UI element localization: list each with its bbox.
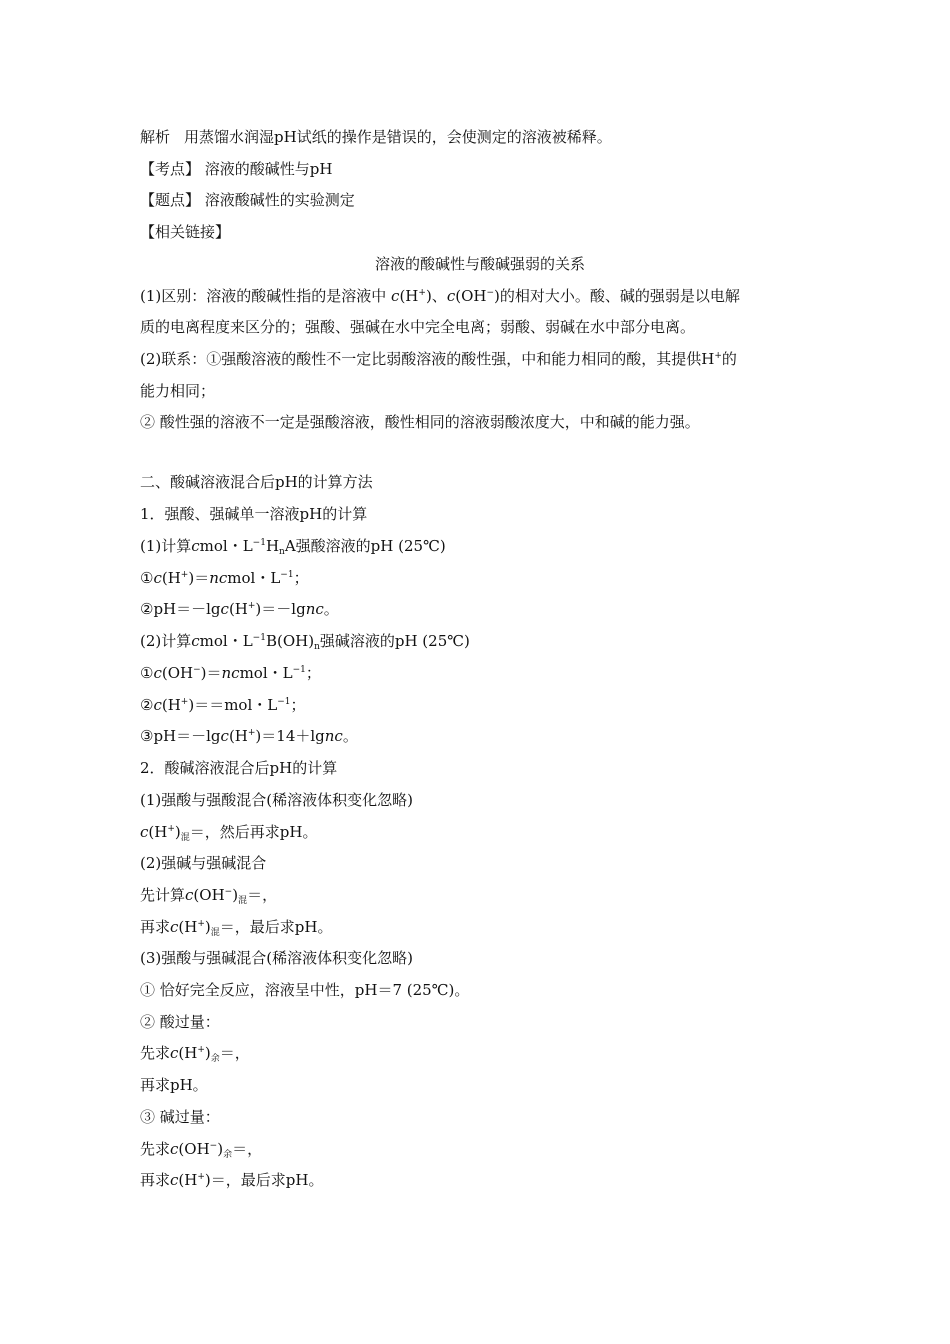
pre: 先求 [140, 1044, 171, 1062]
analysis-line [140, 127, 820, 147]
analysis-label: 解析 [140, 128, 171, 146]
h-charge: + [180, 570, 189, 580]
post: ＝， [232, 1140, 263, 1158]
links-label: 【相关链接】 [140, 223, 231, 241]
s1-b3-line [140, 726, 820, 746]
relation-title: 溶液的酸碱性与酸碱强弱的关系 [374, 255, 585, 273]
relation-link-line-1 [140, 349, 820, 369]
relation-link-line-3: ② 酸性强的溶液不一定是强酸溶液，酸性相同的溶液弱酸浓度大，中和碱的能力强。 [140, 413, 700, 431]
h-charge: + [714, 351, 722, 361]
unit-exp: −1 [252, 633, 266, 643]
s1-a-pre: (1)计算 [140, 537, 192, 555]
mix-sub: 混 [210, 928, 220, 938]
s1-a1-line [140, 568, 820, 588]
h-charge: + [197, 1172, 205, 1182]
s2-3a-line: ① 恰好完全反应，溶液呈中性，pH＝7 (25℃)。 [140, 981, 470, 999]
pre: 再求 [140, 1171, 171, 1189]
h-ion: (H [228, 727, 248, 745]
diff-text-a: 溶液的酸碱性指的是溶液中 [206, 287, 387, 305]
s2-2-line: (2)强碱与强碱混合 [140, 854, 267, 872]
tidian-line [140, 190, 820, 210]
oh-ion: (OH [178, 1140, 210, 1158]
mid: )＝－lg [255, 600, 306, 618]
circle-2: ② [140, 696, 154, 714]
h-ion: (H [161, 696, 181, 714]
s2-3c2-line [140, 1170, 820, 1190]
c-symbol: c [220, 727, 229, 745]
mix-sub: 混 [238, 896, 248, 906]
oh-ion: (OH [161, 664, 194, 682]
post: )＝，最后求pH。 [204, 1171, 324, 1189]
s1-b-line [140, 631, 820, 651]
relation-diff-line-1 [140, 286, 820, 306]
equals: )＝＝mol・L [188, 696, 278, 714]
pre: 先计算 [140, 886, 186, 904]
s2-heading: 2．酸碱溶液混合后pH的计算 [140, 759, 338, 777]
equals: )＝ [200, 664, 222, 682]
excess-sub: 余 [223, 1150, 233, 1160]
oh-charge: − [193, 665, 201, 675]
h-ion: (H [228, 600, 248, 618]
s2-2b-line [140, 917, 820, 937]
unit: mol・L [199, 632, 253, 650]
kaodian-line [140, 159, 820, 179]
section2-heading: 二、酸碱溶液混合后pH的计算方法 [140, 473, 373, 491]
s1-b2-line [140, 695, 820, 715]
link-label: (2)联系： [140, 350, 207, 368]
tidian-label: 【题点】 [140, 191, 201, 209]
ph-eq: ②pH＝－lg [140, 600, 221, 618]
c-symbol: c [153, 664, 162, 682]
close-paren: ) [425, 287, 432, 305]
h-ion: (H [161, 569, 181, 587]
s2-3c1-line [140, 1139, 820, 1159]
separator: 、 [431, 287, 447, 305]
formula-b: B(OH) [265, 632, 315, 650]
h-charge: + [247, 601, 256, 611]
unit-exp: −1 [277, 697, 291, 707]
s1-a-line [140, 536, 820, 556]
links-line [140, 222, 820, 242]
s2-2a-line [140, 885, 820, 905]
kaodian-text: 溶液的酸碱性与pH [204, 160, 333, 178]
s2-1a-line [140, 822, 820, 842]
circle-1: ① [140, 569, 154, 587]
c-symbol: c [391, 287, 400, 305]
end-punct: ； [290, 696, 306, 714]
unit: mol・L [239, 664, 293, 682]
end-punct: 。 [342, 727, 358, 745]
close-paren: ) [174, 823, 181, 841]
s1-b-pre: (2)计算 [140, 632, 192, 650]
relation-link-line-2: 能力相同； [140, 382, 216, 400]
end-punct: 。 [323, 600, 339, 618]
unit: mol・L [227, 569, 281, 587]
unit: mol・L [199, 537, 253, 555]
relation-diff-line-2: 质的电离程度来区分的；强酸、强碱在水中完全电离；弱酸、弱碱在水中部分电离。 [140, 318, 696, 336]
c-symbol: c [170, 918, 179, 936]
c-symbol: c [170, 1044, 179, 1062]
end-punct: ； [293, 569, 309, 587]
h-charge: + [180, 697, 189, 707]
nc-symbol: nc [324, 727, 343, 745]
post: ＝， [219, 1044, 250, 1062]
c-symbol: c [446, 287, 456, 305]
formula-h: H [265, 537, 280, 555]
c-symbol: c [140, 823, 149, 841]
oh-charge: − [209, 1141, 218, 1151]
kaodian-label: 【考点】 [140, 160, 201, 178]
mid: )＝14＋lg [255, 727, 325, 745]
excess-sub: 余 [210, 1054, 220, 1064]
end-punct: ； [305, 664, 321, 682]
pre: 先求 [140, 1140, 171, 1158]
formula-sub: n [279, 547, 285, 557]
c-symbol: c [153, 696, 162, 714]
h-ion: (H [148, 823, 168, 841]
mix-sub: 混 [180, 833, 190, 843]
link-text-a: ①强酸溶液的酸性不一定比弱酸溶液的酸性强，中和能力相同的酸，其提供H [206, 350, 715, 368]
s2-3-line: (3)强酸与强碱混合(稀溶液体积变化忽略) [140, 949, 413, 967]
s2-1-line: (1)强酸与强酸混合(稀溶液体积变化忽略) [140, 791, 413, 809]
link-text-b: 的 [721, 350, 737, 368]
s1-a2-line [140, 599, 820, 619]
formula-sub: n [314, 642, 320, 652]
c-symbol: c [153, 569, 162, 587]
circle-1: ① [140, 664, 154, 682]
nc-symbol: nc [221, 664, 240, 682]
post: ＝，最后求pH。 [219, 918, 333, 936]
s1-b1-line [140, 663, 820, 683]
close-paren: ) [204, 918, 211, 936]
s1-a-post: A强酸溶液的pH (25℃) [284, 537, 446, 555]
close-paren: ) [494, 287, 500, 305]
c-symbol: c [220, 600, 229, 618]
nc-symbol: nc [209, 569, 228, 587]
h-ion: (H [178, 918, 198, 936]
c-symbol: c [191, 537, 200, 555]
post: ＝， [247, 886, 278, 904]
pre: 再求 [140, 918, 171, 936]
h-ion: (H [178, 1044, 198, 1062]
close-paren: ) [217, 1140, 224, 1158]
equals: )＝ [188, 569, 210, 587]
c-symbol: c [170, 1140, 179, 1158]
diff-text-b: 的相对大小。酸、碱的强弱是以电解 [499, 287, 740, 305]
close-paren: ) [232, 886, 239, 904]
c-symbol: c [170, 1171, 179, 1189]
s2-3c-line: ③ 碱过量： [140, 1108, 220, 1126]
h-charge: + [418, 288, 426, 298]
c-symbol: c [191, 632, 200, 650]
h-charge: + [197, 1045, 205, 1055]
oh-charge: − [224, 887, 233, 897]
diff-label: (1)区别： [140, 287, 207, 305]
tidian-text: 溶液酸碱性的实验测定 [204, 191, 355, 209]
s1-b-post: 强碱溶液的pH (25℃) [319, 632, 470, 650]
ph-eq: ③pH＝－lg [140, 727, 221, 745]
post: ＝，然后再求pH。 [189, 823, 318, 841]
h-charge: + [247, 728, 256, 738]
close-paren: ) [204, 1044, 211, 1062]
oh-ion: (OH [455, 287, 487, 305]
h-ion: (H [178, 1171, 198, 1189]
analysis-text: 用蒸馏水润湿pH试纸的操作是错误的，会使测定的溶液被稀释。 [184, 128, 612, 146]
nc-symbol: nc [305, 600, 324, 618]
oh-ion: (OH [193, 886, 225, 904]
s1-heading: 1．强酸、强碱单一溶液pH的计算 [140, 505, 368, 523]
unit-exp: −1 [292, 665, 306, 675]
h-ion: (H [399, 287, 419, 305]
s2-3b-line: ② 酸过量： [140, 1013, 220, 1031]
h-charge: + [197, 919, 205, 929]
h-charge: + [167, 824, 175, 834]
oh-charge: − [486, 288, 494, 298]
unit-exp: −1 [252, 538, 266, 548]
s2-3b2-line: 再求pH。 [140, 1076, 208, 1094]
unit-exp: −1 [280, 570, 294, 580]
c-symbol: c [185, 886, 194, 904]
s2-3b1-line [140, 1043, 820, 1063]
